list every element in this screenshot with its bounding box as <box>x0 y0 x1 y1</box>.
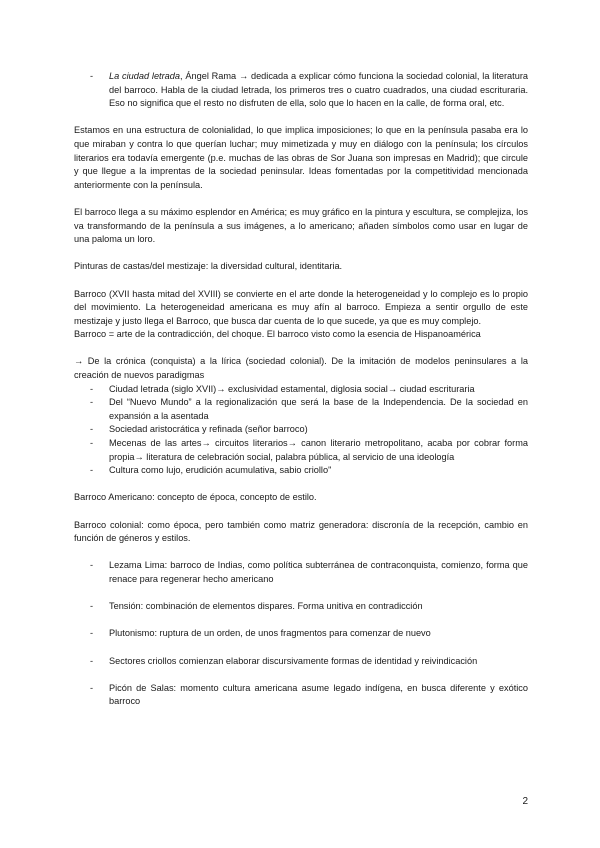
book-title: La ciudad letrada <box>109 71 180 81</box>
bullet-dash: - <box>90 71 94 81</box>
bullet-dash: - <box>90 628 94 639</box>
paragraph-barroco-colonial: Barroco colonial: como época, pero también como matriz generadora: discronía de la recepción, cambio en función de géneros y estilos. <box>74 519 528 544</box>
paragraph-barroco-arte: Barroco = arte de la contradicción, del choque. El barroco visto como la esencia de Hispanoamérica <box>74 329 481 340</box>
bullet-dash: - <box>90 465 94 476</box>
page-number: 2 <box>522 796 528 807</box>
list-item: - Cultura como lujo, erudición acumulativa, sabio criollo" <box>74 464 528 478</box>
list-item: - Del “Nuevo Mundo” a la regionalización que será la base de la Independencia. De la sociedad en expansión a la asentada <box>90 397 528 421</box>
bullet-dash: - <box>90 601 94 612</box>
list-item-ciudad-letrada <box>74 70 528 111</box>
page-content <box>74 70 528 709</box>
list-item: - Sociedad aristocrática y refinada (señor barroco) <box>74 423 528 437</box>
paragraph-pinturas: Pinturas de castas/del mestizaje: la diversidad cultural, identitaria. <box>74 261 343 272</box>
list-item: - Tensión: combinación de elementos dispares. Forma unitiva en contradicción <box>74 600 528 614</box>
bullet-dash: - <box>90 560 94 571</box>
paragraph-colonialidad: Estamos en una estructura de colonialidad, lo que implica imposiciones; lo que en la península pasaba era lo que miraban y contra lo que querían luchar; muy mimetizada y muy en diálogo con la península; los círculos literarios era todavía emergente (p.e. muchas de las obras de Sor Juana son impresas en Madrid); que circule y que llegue a la imprentas de la sociedad peninsular. Ideas fomentadas por la competitividad mencionada anteriormente con la península. <box>74 125 528 190</box>
list-item: - Ciudad letrada (siglo XVII)→ exclusividad estamental, diglosia social→ ciudad escrituraria <box>74 383 528 397</box>
paragraph-barroco-siglos: Barroco (XVII hasta mitad del XVIII) se convierte en el arte donde la heterogeneidad y lo complejo es lo propio del movimiento. La heterogeneidad americana es muy afín al barroco. Empieza a sentir orgullo de este mestizaje y justo llega el Barroco, que busca dar cuenta de lo que sucede, ya que es muy complejo. <box>74 288 528 326</box>
list-colonial <box>74 559 528 709</box>
list-item: - Plutonismo: ruptura de un orden, de unos fragmentos para comenzar de nuevo <box>74 627 528 641</box>
bullet-dash: - <box>90 383 94 394</box>
list-cronica <box>74 383 528 478</box>
bullet-dash: - <box>90 682 94 693</box>
list-item: - Sectores criollos comienzan elaborar discursivamente formas de identidad y reivindicación <box>74 655 528 669</box>
list-item: - Lezama Lima: barroco de Indias, como política subterránea de contraconquista, comienzo, forma que renace para regenerar hecho americano <box>90 560 528 584</box>
list-item: - Picón de Salas: momento cultura americana asume legado indígena, en busca diferente y exótico barroco <box>90 682 528 707</box>
bullet-dash: - <box>90 397 94 408</box>
bullet-dash: - <box>90 438 94 449</box>
paragraph-barroco-llega: El barroco llega a su máximo esplendor en América; es muy gráfico en la pintura y escultura, se complejiza, los va transformando de la península a sus imágenes, a lo americano; añaden símbolos como usar en lugar de una paloma un loro. <box>74 206 528 245</box>
bullet-dash: - <box>90 424 94 435</box>
list-item-text: , Ángel Rama → dedicada a explicar cómo funciona la sociedad colonial, la literatura del barroco. Habla de la ciudad letrada, los primeros tres o cuatro cuadrados, una ciudad escrituraria. Eso no significa que el resto no disfruten de ella, solo que lo hacen en la calle, de forma oral, etc. <box>109 71 528 109</box>
bullet-dash: - <box>90 655 94 666</box>
list-item: - Mecenas de las artes→ circuitos literarios→ canon literario metropolitano, acaba por cobrar forma propia→ literatura de celebración social, palabra pública, al servicio de una ideología <box>90 438 528 462</box>
paragraph-cronica: → De la crónica (conquista) a la lírica (sociedad colonial). De la imitación de modelos peninsulares a la creación de nuevos paradigmas <box>74 356 528 381</box>
paragraph-barroco-americano: Barroco Americano: concepto de época, concepto de estilo. <box>74 492 317 503</box>
